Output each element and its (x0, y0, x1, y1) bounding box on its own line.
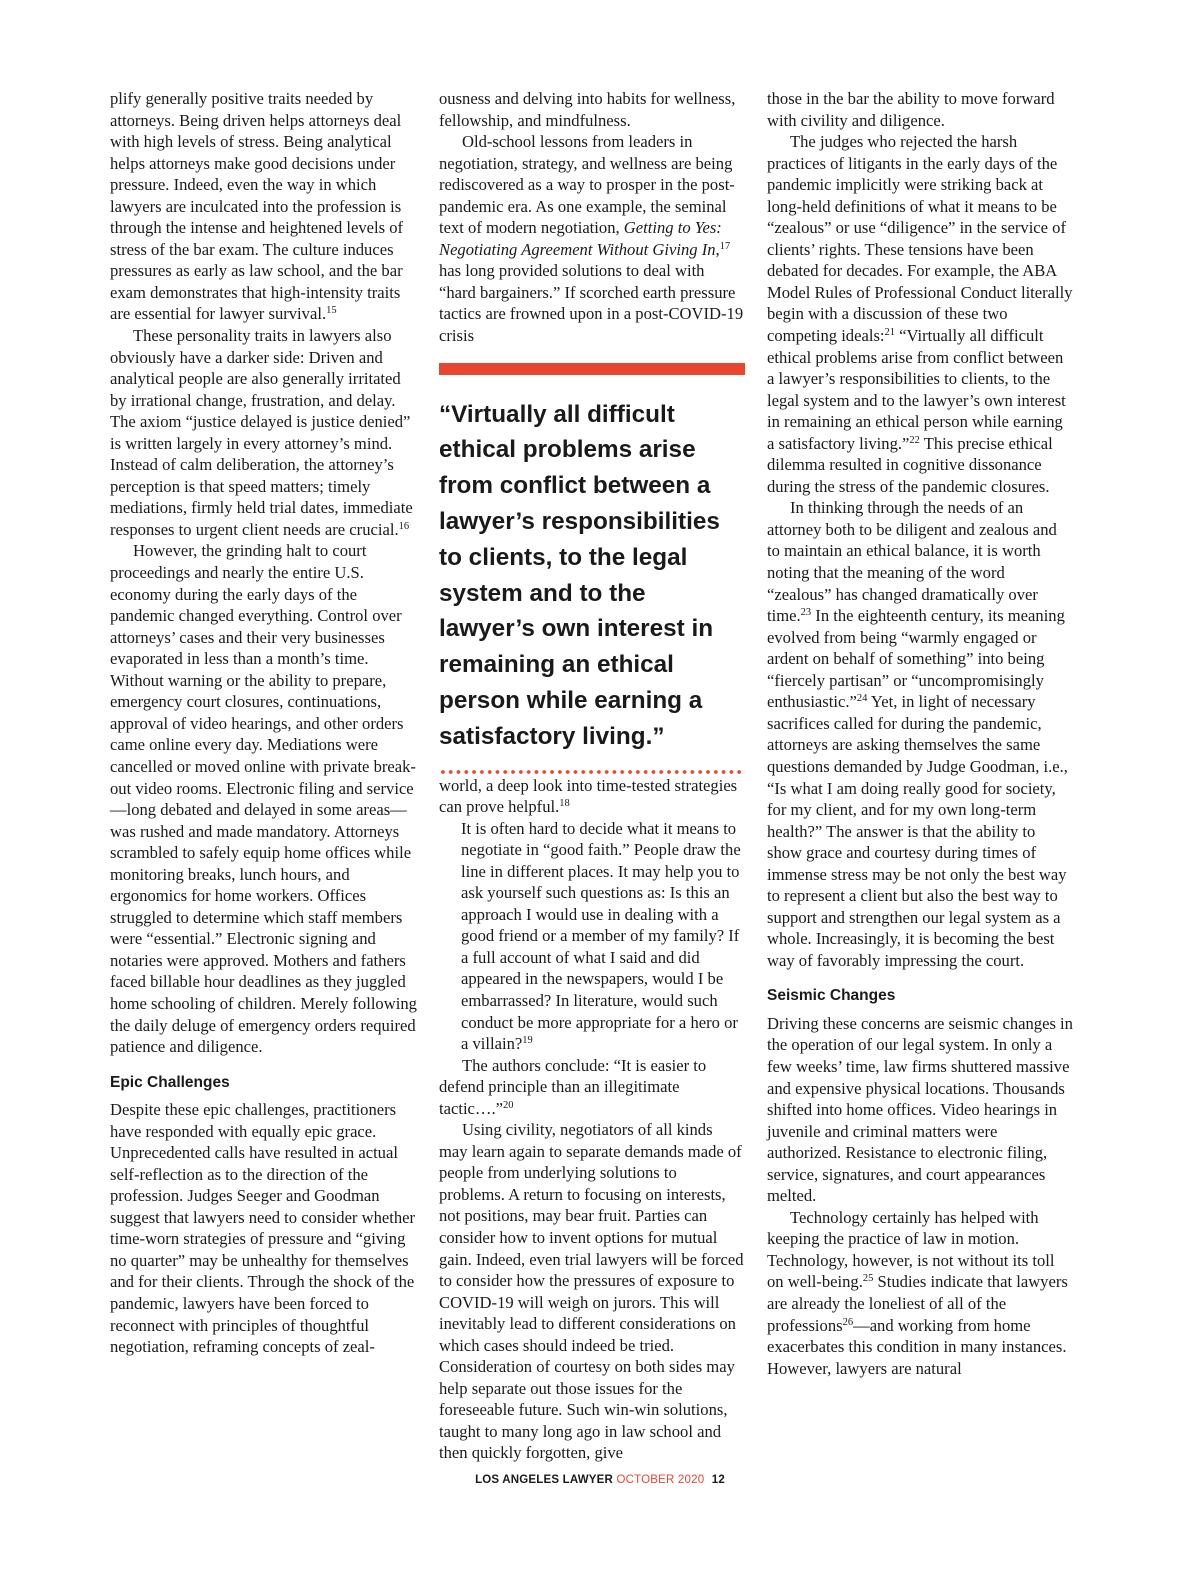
paragraph: Technology certainly has helped with keeping the practice of law in motion. Technology, however, is not without its toll on well-being.$^{25}$ Studies indicate that lawyers are already the loneliest of all of the professions$^{26}$—and working from home exacerbates this condition in many instances. However, lawyers are natural (767, 1207, 1068, 1378)
footnote-ref[interactable]: 26 (842, 1316, 854, 1328)
column-right (767, 88, 1073, 1379)
page-number: 12 (711, 1474, 725, 1486)
paragraph: those in the bar the ability to move forward with civility and diligence. (767, 89, 1055, 130)
issue-date: OCTOBER 2020 (616, 1474, 705, 1486)
footnote-ref[interactable]: 17 (719, 240, 731, 252)
paragraph: world, a deep look into time-tested strategies can prove helpful.$^{18}$ (439, 775, 738, 817)
section-heading-epic-challenges: Epic Challenges (110, 1073, 230, 1091)
section-heading-seismic-changes: Seismic Changes (767, 987, 896, 1005)
paragraph: plify generally positive traits needed by attorneys. Being driven helps attorneys deal with high levels of stress. Being analytical helps attorneys make good decisions under pressure. Indeed, even the way in which lawyers are inculcated into the profession is through the intense and heightened levels of stress of the bar exam. The culture induces pressures as early as law school, and the bar exam demonstrates that high-intensity traits are essential for lawyer survival.$^{15}$ (110, 89, 404, 324)
footnote-ref[interactable]: 23 (800, 607, 812, 619)
block-quote-text: It is often hard to decide what it means to negotiate in “good faith.” People draw the line in different places. It may help you to ask yourself such questions as: Is this an approach I would use in dealing with a good friend or a member of my family? If a full account of what I said and did appeared in the newspapers, would I be embarrassed? In literature, would such conduct be more appropriate for a hero or a villain?$^{19}$ (461, 818, 741, 1054)
footnote-ref[interactable]: 20 (503, 1099, 514, 1111)
footnote-ref[interactable]: 16 (398, 520, 410, 532)
paragraph: The judges who rejected the harsh practices of litigants in the early days of the pandemic implicitly were striking back at long-held definitions of what it means to be “zealous” or use “diligence” in the service of clients’ rights. These tensions have been debated for decades. For example, the ABA Model Rules of Professional Conduct literally begin with a discussion of these two competing ideals:$^{21}$ “Virtually all difficult ethical problems arise from conflict between a lawyer’s responsibilities to clients, to the legal system and to the lawyer’s own interest in remaining an ethical person while earning a satisfactory living.”$^{22}$ This precise ethical dilemma resulted in cognitive dissonance during the stress of the pandemic closures. (767, 132, 1073, 496)
footnote-ref[interactable]: 25 (862, 1273, 874, 1285)
publication-name: LOS ANGELES LAWYER (475, 1474, 614, 1486)
footnote-ref[interactable]: 19 (522, 1035, 533, 1047)
paragraph: Driving these concerns are seismic changes in the operation of our legal system. In only a few weeks’ time, law firms shuttered massive and expensive physical locations. Thousands shifted into home offices. Video hearings in juvenile and criminal matters were authorized. Resistance to electronic filing, service, signatures, and court appearances melted. (767, 1013, 1073, 1206)
paragraph: The authors conclude: “It is easier to defend principle than an illegitimate tactic….”$^{20}$ (439, 1055, 707, 1118)
block-quote (439, 818, 745, 1055)
page-footer (0, 1474, 1200, 1486)
column-middle (439, 88, 745, 1464)
paragraph: ousness and delving into habits for wellness, fellowship, and mindfulness. (439, 89, 736, 130)
footnote-ref[interactable]: 18 (559, 798, 570, 810)
paragraph: However, the grinding halt to court proceedings and nearly the entire U.S. economy during the early days of the pandemic changed everything. Control over attorneys’ cases and their very businesses evaporated in less than a month’s time. Without warning or the ability to prepare, emergency court closures, continuations, approval of video hearings, and other orders came online every day. Mediations were cancelled or moved online with private break-out video rooms. Electronic filing and service—long debated and delayed in some areas—was rushed and made mandatory. Attorneys scrambled to safely equip home offices while monitoring breaks, lunch hours, and ergonomics for home workers. Offices struggled to determine which staff members were “essential.” Electronic signing and notaries were approved. Mothers and fathers faced billable hour deadlines as they juggled home schooling of children. Merely following the daily deluge of emergency orders required patience and diligence. (110, 541, 417, 1057)
footnote-ref[interactable]: 24 (856, 693, 868, 705)
pullquote: “Virtually all difficult ethical problems arise from conflict between a lawyer’s responsibilities to clients, to the legal system and to the lawyer’s own interest in remaining an ethical person while earning a satisfactory living.” (439, 400, 720, 750)
paragraph: Using civility, negotiators of all kinds may learn again to separate demands made of people from underlying solutions to problems. A return to focusing on interests, not positions, may bear fruit. Parties can consider how to invent options for mutual gain. Indeed, even trial lawyers will be forced to consider how the pressures of exposure to COVID-19 will weigh on jurors. This will inevitably lead to different considerations on which cases should indeed be tried. Consideration of courtesy on both sides may help separate out those issues for the foreseeable future. Such win-win solutions, taught to many long ago in law school and then quickly forgotten, give (439, 1120, 744, 1463)
pullquote-top-bar (439, 363, 745, 375)
paragraph: In thinking through the needs of an attorney both to be diligent and zealous and to maintain an ethical balance, it is worth noting that the meaning of the word “zealous” has changed dramatically over time.$^{23}$ In the eighteenth century, its meaning evolved from being “warmly engaged or ardent on behalf of something” into being “fiercely partisan” or “uncompromisingly enthusiastic.”$^{24}$ Yet, in light of necessary sacrifices called for during the pandemic, attorneys are asking themselves the same questions demanded by Judge Goodman, i.e., “Is what I am doing really good for society, for my client, and for my own long-term health?” The answer is that the ability to show grace and courtesy during times of immense stress may be not only the best way to represent a client but also the best way to support and strengthen our legal system as a whole. Increasingly, it is becoming the best way of favorably impressing the court. (767, 498, 1068, 970)
footnote-ref[interactable]: 21 (884, 327, 896, 339)
footnote-ref[interactable]: 15 (326, 305, 337, 317)
footnote-ref[interactable]: 22 (909, 434, 920, 446)
column-left (110, 88, 418, 1358)
book-title: Getting to Yes: Negotiating Agreement Without Giving In (439, 218, 722, 259)
paragraph: These personality traits in lawyers also obviously have a darker side: Driven and analytical people are also generally irritated by irrational change, frustration, and delay. The axiom “justice delayed is justice denied” is written largely in every attorney’s mind. Instead of calm deliberation, the attorney’s perception is that speed matters; timely mediations, firmly held trial dates, immediate responses to urgent client needs are crucial.$^{16}$ (110, 326, 413, 539)
paragraph: Old-school lessons from leaders in negotiation, strategy, and wellness are being rediscovered as a way to prosper in the post-pandemic era. As one example, the seminal text of modern negotiation, Getting to Yes: Negotiating Agreement Without Giving In,$^{17}$ has long provided solutions to deal with “hard bargainers.” If scorched earth pressure tactics are frowned upon in a post-COVID-19 crisis (439, 132, 744, 346)
paragraph: Despite these epic challenges, practitioners have responded with equally epic grace. Unprecedented calls have resulted in actual self-reflection as to the direction of the profession. Judges Seeger and Goodman suggest that lawyers need to consider whether time-worn strategies of pressure and “giving no quarter” may be unhealthy for themselves and for their clients. Through the shock of the pandemic, lawyers have been forced to reconnect with principles of thoughtful negotiation, reframing concepts of zeal- (110, 1100, 416, 1357)
